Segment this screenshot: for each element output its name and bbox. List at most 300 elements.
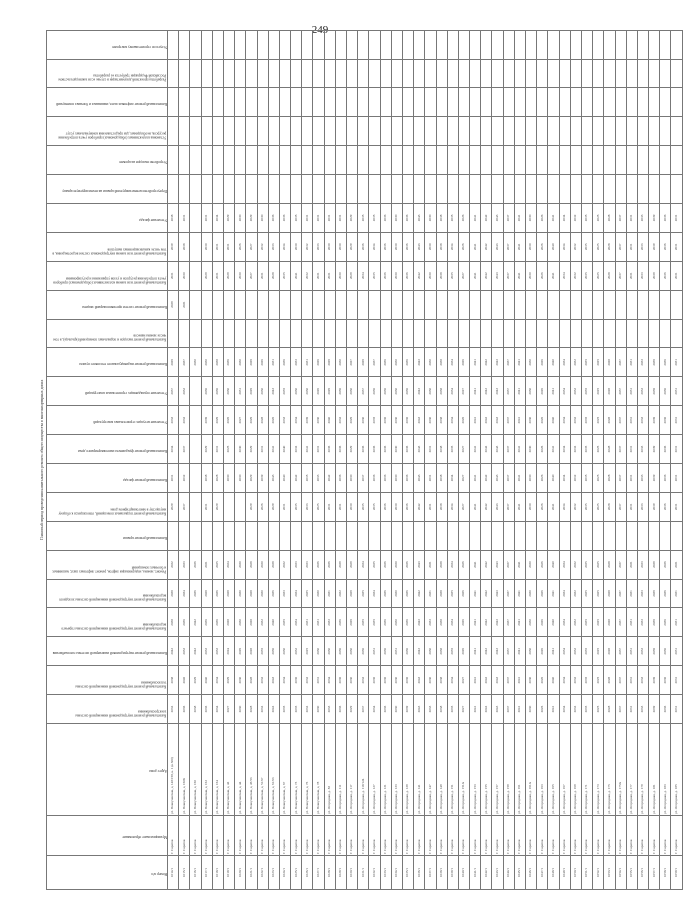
row-year-cell: [223, 290, 234, 319]
row-year-cell: 2026: [458, 203, 469, 232]
row-number: 1040/1: [458, 856, 469, 890]
row-year-cell: [649, 175, 660, 204]
row-address: ул. Новоузенская, д. 67: [279, 724, 290, 816]
row-municipality: Г. Саратов: [190, 816, 201, 856]
row-year-cell: 2034: [559, 579, 570, 608]
row-year-cell: 2046: [179, 666, 190, 695]
row-year-cell: 2026: [537, 435, 548, 464]
row-year-cell: [514, 30, 525, 59]
row-year-cell: [593, 59, 604, 88]
row-year-cell: 2038: [436, 377, 447, 406]
table-row: [537, 30, 548, 889]
row-year-cell: 2038: [436, 666, 447, 695]
row-year-cell: 2026: [537, 232, 548, 261]
table-row: [235, 30, 246, 889]
row-year-cell: 2033: [637, 492, 648, 521]
row-year-cell: [458, 88, 469, 117]
row-year-cell: 2036: [335, 435, 346, 464]
row-year-cell: 2036: [660, 550, 671, 579]
row-year-cell: 2031: [335, 492, 346, 521]
row-address: ул. Новоузенская, д. 73: [291, 724, 302, 816]
row-year-cell: 2034: [447, 492, 458, 521]
row-year-cell: 2030: [302, 377, 313, 406]
row-year-cell: [637, 175, 648, 204]
row-year-cell: 2033: [201, 637, 212, 666]
row-year-cell: [548, 59, 559, 88]
row-year-cell: 2028: [604, 608, 615, 637]
row-number: 1017/1: [201, 856, 212, 890]
row-year-cell: [514, 290, 525, 319]
row-municipality: Г. Саратов: [257, 816, 268, 856]
row-year-cell: 2030: [324, 637, 335, 666]
row-year-cell: [268, 59, 279, 88]
row-year-cell: [402, 117, 413, 146]
row-year-cell: 2032: [570, 492, 581, 521]
row-year-cell: [302, 88, 313, 117]
row-municipality: Г. Саратов: [268, 816, 279, 856]
row-year-cell: 2031: [235, 377, 246, 406]
table-row: [268, 30, 279, 889]
row-year-cell: [492, 319, 503, 348]
row-year-cell: [481, 117, 492, 146]
row-year-cell: [369, 290, 380, 319]
row-year-cell: 2028: [604, 463, 615, 492]
row-year-cell: 2030: [335, 348, 346, 377]
row-year-cell: [481, 521, 492, 550]
row-year-cell: 2043: [414, 203, 425, 232]
row-year-cell: [481, 319, 492, 348]
row-address: ул. Огородная, д. 153: [470, 724, 481, 816]
row-year-cell: 2030: [235, 203, 246, 232]
row-year-cell: 2035: [302, 463, 313, 492]
row-number: 1049/1: [559, 856, 570, 890]
row-year-cell: 2031: [313, 608, 324, 637]
row-year-cell: [425, 117, 436, 146]
row-year-cell: 2031: [425, 463, 436, 492]
row-year-cell: 2031: [201, 550, 212, 579]
row-year-cell: 2034: [447, 232, 458, 261]
row-year-cell: [246, 319, 257, 348]
row-year-cell: 2031: [626, 261, 637, 290]
row-year-cell: 2034: [559, 695, 570, 724]
row-year-cell: 2033: [324, 695, 335, 724]
row-year-cell: 2026: [458, 406, 469, 435]
row-municipality: Г. Саратов: [593, 816, 604, 856]
row-year-cell: [537, 146, 548, 175]
row-address: ул. Огородная, д. 171: [581, 724, 592, 816]
row-municipality: Г. Саратов: [347, 816, 358, 856]
row-year-cell: 2030: [347, 377, 358, 406]
row-year-cell: 2030: [391, 232, 402, 261]
row-year-cell: 2031: [324, 492, 335, 521]
row-year-cell: [324, 290, 335, 319]
row-year-cell: 2030: [223, 377, 234, 406]
row-year-cell: [425, 88, 436, 117]
row-year-cell: 2026: [257, 492, 268, 521]
row-year-cell: [626, 117, 637, 146]
row-year-cell: 2033: [212, 637, 223, 666]
row-year-cell: [503, 146, 514, 175]
row-year-cell: 2031: [671, 637, 682, 666]
row-year-cell: [425, 30, 436, 59]
row-year-cell: 2031: [626, 377, 637, 406]
row-year-cell: [201, 319, 212, 348]
row-year-cell: 2042: [481, 463, 492, 492]
page-number: 249: [311, 24, 329, 36]
table-row: [637, 30, 648, 889]
row-year-cell: 2026: [537, 550, 548, 579]
row-year-cell: [212, 30, 223, 59]
row-year-cell: 2032: [302, 666, 313, 695]
row-year-cell: [581, 117, 592, 146]
row-year-cell: 2033: [637, 637, 648, 666]
row-year-cell: 2040: [548, 608, 559, 637]
row-year-cell: 2028: [246, 637, 257, 666]
row-year-cell: 2043: [492, 261, 503, 290]
row-year-cell: [649, 30, 660, 59]
row-year-cell: 2038: [168, 608, 179, 637]
row-year-cell: 2026: [257, 348, 268, 377]
row-year-cell: 2040: [548, 232, 559, 261]
row-year-cell: [649, 521, 660, 550]
row-year-cell: 2033: [313, 463, 324, 492]
row-year-cell: 2030: [526, 377, 537, 406]
header-work-10: Капитальный ремонт фундамента многоквартирного дома: [47, 435, 168, 464]
row-year-cell: 2041: [470, 695, 481, 724]
row-year-cell: 2035: [581, 203, 592, 232]
row-year-cell: 2029: [347, 435, 358, 464]
row-year-cell: 2029: [223, 203, 234, 232]
row-year-cell: 2031: [201, 203, 212, 232]
row-year-cell: [302, 146, 313, 175]
row-year-cell: 2035: [581, 406, 592, 435]
row-year-cell: 2033: [168, 406, 179, 435]
row-year-cell: [604, 521, 615, 550]
row-year-cell: 2040: [279, 463, 290, 492]
table-row: [526, 30, 537, 889]
row-municipality: Г. Саратов: [492, 816, 503, 856]
row-year-cell: 2036: [380, 695, 391, 724]
row-year-cell: 2035: [279, 377, 290, 406]
row-year-cell: 2039: [649, 579, 660, 608]
row-year-cell: 2025: [593, 579, 604, 608]
row-year-cell: 2036: [279, 203, 290, 232]
row-year-cell: 2025: [593, 608, 604, 637]
row-year-cell: 2032: [335, 579, 346, 608]
row-year-cell: 2031: [179, 290, 190, 319]
row-year-cell: [279, 175, 290, 204]
row-year-cell: 2032: [179, 463, 190, 492]
row-year-cell: [570, 59, 581, 88]
row-year-cell: [626, 175, 637, 204]
header-work-14: Капитальный ремонт выходов и подвальных помещений (крыльца), в том числе замена навесов: [47, 319, 168, 348]
row-year-cell: 2039: [168, 290, 179, 319]
row-year-cell: 2033: [637, 377, 648, 406]
row-year-cell: 2037: [503, 261, 514, 290]
row-year-cell: [604, 59, 615, 88]
row-year-cell: [168, 117, 179, 146]
row-year-cell: 2036: [291, 666, 302, 695]
row-year-cell: 2041: [514, 579, 525, 608]
row-year-cell: [190, 290, 201, 319]
row-year-cell: [537, 319, 548, 348]
row-address: ул. Огородная, д. 119/124: [358, 724, 369, 816]
row-year-cell: [335, 521, 346, 550]
row-year-cell: 2032: [570, 203, 581, 232]
row-year-cell: 2039: [649, 348, 660, 377]
row-year-cell: 2030: [257, 377, 268, 406]
row-year-cell: [526, 521, 537, 550]
row-number: 1021/1: [246, 856, 257, 890]
row-year-cell: 2039: [649, 608, 660, 637]
row-number: 1027/1: [313, 856, 324, 890]
row-year-cell: [425, 521, 436, 550]
row-year-cell: 2025: [593, 666, 604, 695]
row-year-cell: 2036: [369, 666, 380, 695]
row-year-cell: 2039: [649, 637, 660, 666]
row-year-cell: 2029: [246, 435, 257, 464]
row-year-cell: 2032: [179, 406, 190, 435]
row-year-cell: 2036: [335, 377, 346, 406]
row-year-cell: 2040: [201, 666, 212, 695]
row-year-cell: [414, 88, 425, 117]
row-year-cell: [615, 146, 626, 175]
row-year-cell: 2028: [604, 637, 615, 666]
row-year-cell: 2038: [436, 232, 447, 261]
row-year-cell: [570, 290, 581, 319]
row-year-cell: 2042: [414, 492, 425, 521]
table-row: [593, 30, 604, 889]
row-year-cell: 2036: [212, 377, 223, 406]
row-year-cell: [190, 175, 201, 204]
row-year-cell: 2030: [347, 463, 358, 492]
row-year-cell: [168, 88, 179, 117]
row-year-cell: [168, 175, 179, 204]
row-year-cell: 2031: [626, 666, 637, 695]
row-year-cell: 2042: [481, 406, 492, 435]
row-address: ул. Новоузенская, д. 76: [302, 724, 313, 816]
row-year-cell: 2037: [358, 377, 369, 406]
row-year-cell: 2031: [626, 435, 637, 464]
row-year-cell: [391, 117, 402, 146]
row-year-cell: 2030: [347, 637, 358, 666]
row-year-cell: [313, 175, 324, 204]
row-year-cell: 2041: [470, 261, 481, 290]
row-year-cell: [347, 521, 358, 550]
row-year-cell: 2029: [246, 377, 257, 406]
row-year-cell: 2036: [380, 579, 391, 608]
row-year-cell: 2037: [369, 348, 380, 377]
row-year-cell: [402, 319, 413, 348]
row-year-cell: 2028: [604, 550, 615, 579]
row-year-cell: 2031: [671, 492, 682, 521]
row-number: 1039/1: [447, 856, 458, 890]
row-year-cell: [548, 117, 559, 146]
row-number: 1034/1: [391, 856, 402, 890]
row-year-cell: 2031: [626, 550, 637, 579]
row-year-cell: [514, 521, 525, 550]
row-year-cell: 2037: [615, 579, 626, 608]
row-year-cell: [313, 290, 324, 319]
row-year-cell: [425, 290, 436, 319]
row-year-cell: [671, 146, 682, 175]
row-year-cell: [626, 319, 637, 348]
row-municipality: Г. Саратов: [514, 816, 525, 856]
header-work-22: Капитальный ремонт лифтовых шахт, машинных и блочных помещений: [47, 88, 168, 117]
header-work-1: Капитальный ремонт внутридомовой инженерной системы электроснабжения: [47, 695, 168, 724]
row-year-cell: [593, 290, 604, 319]
row-year-cell: 2036: [660, 695, 671, 724]
row-municipality: Г. Саратов: [526, 816, 537, 856]
row-year-cell: [481, 146, 492, 175]
row-year-cell: [526, 146, 537, 175]
row-year-cell: 2031: [313, 666, 324, 695]
row-year-cell: [425, 319, 436, 348]
row-year-cell: 2033: [313, 232, 324, 261]
row-year-cell: 2026: [537, 348, 548, 377]
row-year-cell: 2043: [414, 348, 425, 377]
row-year-cell: 2033: [324, 608, 335, 637]
row-year-cell: 2024: [223, 637, 234, 666]
row-number: 1025/1: [291, 856, 302, 890]
row-year-cell: [335, 88, 346, 117]
row-year-cell: [246, 521, 257, 550]
row-year-cell: 2035: [581, 261, 592, 290]
row-year-cell: 2035: [279, 695, 290, 724]
row-year-cell: [436, 59, 447, 88]
row-year-cell: 2041: [514, 348, 525, 377]
row-year-cell: 2031: [671, 261, 682, 290]
row-year-cell: 2029: [347, 203, 358, 232]
row-year-cell: 2034: [212, 695, 223, 724]
row-year-cell: 2029: [347, 695, 358, 724]
row-year-cell: [470, 175, 481, 204]
row-year-cell: [414, 59, 425, 88]
row-year-cell: 2027: [458, 435, 469, 464]
row-year-cell: [291, 521, 302, 550]
row-year-cell: [503, 30, 514, 59]
row-year-cell: [302, 59, 313, 88]
row-year-cell: [391, 319, 402, 348]
row-address: ул. Новоузенская, д. 61/63: [268, 724, 279, 816]
row-year-cell: 2030: [347, 666, 358, 695]
row-year-cell: 2033: [637, 261, 648, 290]
header-work-3: Капитальный ремонт внутридомовой инженерной системы газоснабжения: [47, 637, 168, 666]
row-year-cell: 2034: [291, 608, 302, 637]
row-year-cell: 2037: [503, 637, 514, 666]
row-municipality: Г. Саратов: [637, 816, 648, 856]
table-row: [481, 30, 492, 889]
row-year-cell: 2041: [268, 435, 279, 464]
table-header-row: [47, 30, 168, 889]
row-year-cell: [212, 88, 223, 117]
row-year-cell: 2041: [514, 550, 525, 579]
row-year-cell: [302, 521, 313, 550]
row-year-cell: 2030: [391, 550, 402, 579]
row-year-cell: [257, 117, 268, 146]
row-year-cell: 2025: [593, 377, 604, 406]
row-year-cell: 2036: [190, 550, 201, 579]
row-year-cell: [190, 435, 201, 464]
row-year-cell: [492, 146, 503, 175]
row-year-cell: [179, 117, 190, 146]
table-row: [335, 30, 346, 889]
row-year-cell: [470, 30, 481, 59]
row-year-cell: [615, 319, 626, 348]
row-year-cell: 2032: [570, 579, 581, 608]
row-year-cell: 2030: [235, 435, 246, 464]
row-year-cell: [559, 117, 570, 146]
row-year-cell: 2030: [526, 492, 537, 521]
row-year-cell: 2037: [168, 377, 179, 406]
row-year-cell: 2026: [458, 608, 469, 637]
row-year-cell: 2035: [581, 492, 592, 521]
row-year-cell: 2043: [414, 637, 425, 666]
row-year-cell: [347, 59, 358, 88]
row-year-cell: 2032: [570, 232, 581, 261]
row-year-cell: 2041: [470, 550, 481, 579]
row-year-cell: 2028: [604, 406, 615, 435]
row-year-cell: [548, 290, 559, 319]
row-year-cell: 2036: [369, 435, 380, 464]
row-municipality: Г. Саратов: [279, 816, 290, 856]
row-year-cell: [358, 521, 369, 550]
table-row: [391, 30, 402, 889]
row-year-cell: [615, 290, 626, 319]
row-year-cell: [447, 521, 458, 550]
header-work-9: Капитальный ремонт фасада: [47, 463, 168, 492]
row-municipality: Г. Саратов: [291, 816, 302, 856]
table-body: [168, 30, 683, 889]
row-year-cell: 2029: [246, 348, 257, 377]
row-address: ул. Огородная, д. 151А: [458, 724, 469, 816]
row-year-cell: [458, 175, 469, 204]
row-year-cell: [604, 88, 615, 117]
row-year-cell: 2032: [279, 550, 290, 579]
table-row: [514, 30, 525, 889]
row-year-cell: [257, 521, 268, 550]
row-year-cell: 2032: [302, 232, 313, 261]
row-year-cell: [179, 175, 190, 204]
row-year-cell: 2036: [402, 463, 413, 492]
row-year-cell: 2030: [235, 348, 246, 377]
row-year-cell: 2030: [425, 203, 436, 232]
row-year-cell: [447, 290, 458, 319]
row-year-cell: [481, 59, 492, 88]
row-year-cell: 2039: [649, 435, 660, 464]
row-year-cell: [302, 175, 313, 204]
row-year-cell: 2039: [335, 550, 346, 579]
row-address: ул. Огородная, д. 83: [324, 724, 335, 816]
row-year-cell: [246, 175, 257, 204]
row-year-cell: [190, 377, 201, 406]
table-row: [380, 30, 391, 889]
row-year-cell: 2031: [279, 492, 290, 521]
row-year-cell: 2036: [402, 348, 413, 377]
row-year-cell: 2043: [414, 666, 425, 695]
row-year-cell: [548, 319, 559, 348]
header-work-7: Капитальный ремонт крыши: [47, 521, 168, 550]
row-year-cell: 2041: [514, 666, 525, 695]
row-year-cell: 2026: [235, 232, 246, 261]
row-municipality: Г. Саратов: [414, 816, 425, 856]
row-year-cell: [649, 59, 660, 88]
row-year-cell: 2034: [447, 550, 458, 579]
row-year-cell: 2034: [447, 377, 458, 406]
row-year-cell: 2026: [537, 637, 548, 666]
row-year-cell: [369, 319, 380, 348]
row-address: ул. Огородная, д. 181: [649, 724, 660, 816]
